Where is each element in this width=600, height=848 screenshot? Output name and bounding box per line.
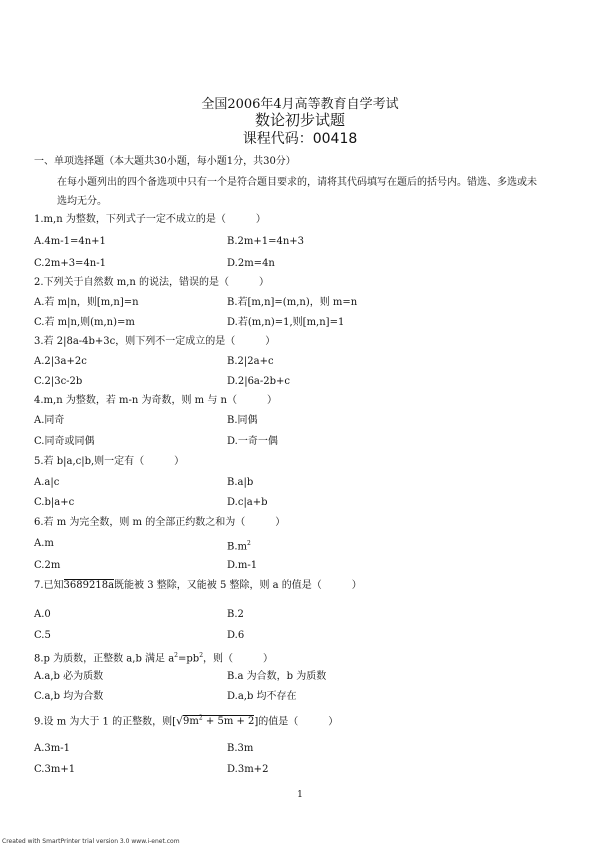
question-9-option-c: C.3m+1 xyxy=(34,764,76,775)
section-heading: 一、单项选择题（本大题共30小题，每小题1分，共30分） xyxy=(34,156,296,167)
question-7-stem: 7.已知3689218a既能被 3 整除，又能被 5 整除，则 a 的值是（ ） xyxy=(34,580,362,591)
question-6-stem: 6.若 m 为完全数，则 m 的全部正约数之和为（ ） xyxy=(34,517,286,528)
question-1-option-c: C.2m+3=4n-1 xyxy=(34,258,106,269)
question-8-option-b: B.a 为合数，b 为质数 xyxy=(227,671,327,682)
question-7-option-d: D.6 xyxy=(227,630,245,641)
question-2-option-b: B.若[m,n]=(m,n)，则 m=n xyxy=(227,297,358,308)
question-6-option-a: A.m xyxy=(34,538,54,549)
question-3-option-b: B.2|2a+c xyxy=(227,356,274,367)
question-6-option-d: D.m-1 xyxy=(227,560,258,571)
question-3-option-a: A.2|3a+2c xyxy=(34,356,87,367)
question-3-option-d: D.2|6a-2b+c xyxy=(227,376,291,387)
question-9-stem: 9.设 m 为大于 1 的正整数，则$[√9m^2 + 5m + 2]$的值是（ ） xyxy=(34,714,339,728)
question-2-option-d: D.若(m,n)=1,则[m,n]=1 xyxy=(227,317,345,328)
question-1-stem: 1.m,n 为整数，下列式子一定不成立的是（ ） xyxy=(34,214,266,225)
question-5-option-a: A.a|c xyxy=(34,477,60,488)
question-1-option-b: B.2m+1=4n+3 xyxy=(227,236,305,247)
question-3-stem: 3.若 2|8a-4b+3c，则下列不一定成立的是（ ） xyxy=(34,336,276,347)
question-9-option-d: D.3m+2 xyxy=(227,764,269,775)
exam-heading: 全国2006年4月高等教育自学考试 xyxy=(201,97,399,112)
question-4-option-d: D.一奇一偶 xyxy=(227,436,278,447)
exam-title: 数论初步试题 xyxy=(254,111,345,129)
square-root-expression: $9m^2 + 5m + 2$ xyxy=(183,715,255,728)
question-9-option-b: B.3m xyxy=(227,743,254,754)
question-7-option-b: B.2 xyxy=(227,609,244,620)
question-8-stem: 8.p 为质数，正整数 a,b 满足 $a^2=pb^2$，则（ ） xyxy=(34,652,274,665)
question-4-option-c: C.同奇或同偶 xyxy=(34,436,95,447)
question-2-option-c: C.若 m|n,则(m,n)=m xyxy=(34,317,135,328)
question-4-option-a: A.同奇 xyxy=(34,415,65,426)
printer-watermark: Created with SmartPrinter trial version 3.0 www.i-enet.com xyxy=(2,838,180,845)
question-5-stem: 5.若 b|a,c|b,则一定有（ ） xyxy=(34,456,185,467)
question-7-option-c: C.5 xyxy=(34,630,51,641)
overlined-number: 3689218a xyxy=(63,580,115,591)
question-8-option-a: A.a,b 必为质数 xyxy=(34,671,104,682)
question-2-option-a: A.若 m|n，则[m,n]=n xyxy=(34,297,139,308)
question-5-option-b: B.a|b xyxy=(227,477,254,488)
question-5-option-c: C.b|a+c xyxy=(34,497,75,508)
course-code: 课程代码：00418 xyxy=(242,131,358,147)
question-4-option-b: B.同偶 xyxy=(227,415,258,426)
instructions-line-1: 在每小题列出的四个备选项中只有一个是符合题目要求的，请将其代码填写在题后的括号内。错选、多选或未 xyxy=(57,177,537,188)
question-6-option-c: C.2m xyxy=(34,560,61,571)
question-9-option-a: A.3m-1 xyxy=(34,743,70,754)
question-7-option-a: A.0 xyxy=(34,609,51,620)
question-2-stem: 2.下列关于自然数 m,n 的说法，错误的是（ ） xyxy=(34,277,269,288)
page-number: 1 xyxy=(297,790,303,800)
question-5-option-d: D.c|a+b xyxy=(227,497,268,508)
question-1-option-d: D.2m=4n xyxy=(227,258,275,269)
question-4-stem: 4.m,n 为整数，若 m-n 为奇数，则 m 与 n（ ） xyxy=(34,395,277,406)
question-6-option-b: $B.m^2$ xyxy=(227,540,251,553)
instructions-line-2: 选均无分。 xyxy=(57,196,107,207)
question-3-option-c: C.2|3c-2b xyxy=(34,376,83,387)
question-8-option-c: C.a,b 均为合数 xyxy=(34,691,104,702)
question-8-option-d: D.a,b 均不存在 xyxy=(227,691,297,702)
question-1-option-a: A.4m-1=4n+1 xyxy=(34,236,106,247)
